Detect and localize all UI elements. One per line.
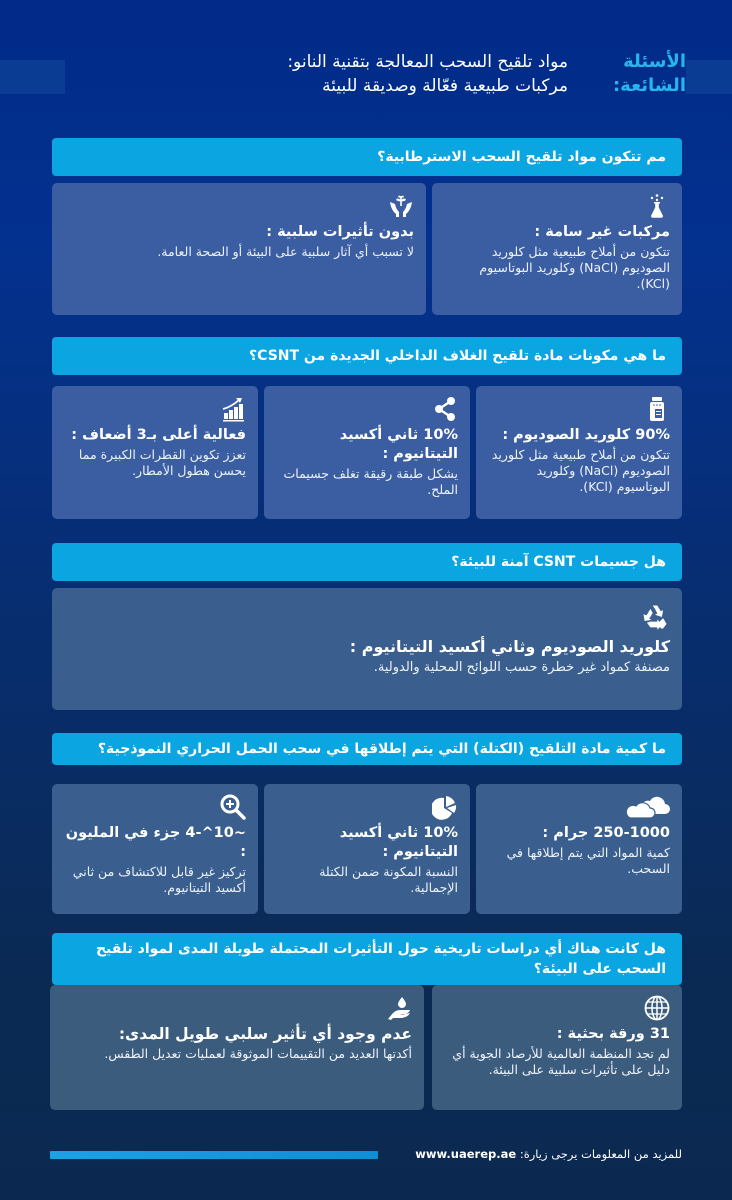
footer-text xyxy=(415,1145,682,1163)
card-non-toxic xyxy=(432,183,682,315)
card-sodium-chloride xyxy=(476,386,682,519)
card-higher-efficiency xyxy=(52,386,258,519)
question-2: ما هي مكونات مادة تلقيح الغلاف الداخلي الجديدة من CSNT؟ xyxy=(52,337,682,375)
card-body: تتكون من أملاح طبيعية مثل كلوريد الصوديوم (NaCl) وكلوريد البوتاسيوم (KCl). xyxy=(491,447,670,494)
card-title: كلوريد الصوديوم وثاني أكسيد التيتانيوم : xyxy=(349,637,670,656)
magnifier-plus-icon xyxy=(220,794,246,820)
page-header xyxy=(46,48,686,108)
card-title: مركبات غير سامة : xyxy=(534,224,670,240)
card-body: كمية المواد التي يتم إطلاقها في السحب. xyxy=(506,845,670,876)
header-decor-band-right xyxy=(686,60,732,94)
card-title: 250-1000 جرام : xyxy=(542,825,670,841)
card-titanium-dioxide xyxy=(264,386,470,519)
hand-drop-icon xyxy=(386,995,412,1021)
card-seeding-mass xyxy=(476,784,682,914)
question-5: هل كانت هناك أي دراسات تاريخية حول التأثيرات المحتملة طويلة المدى لمواد تلقيح السحب على البيئة؟ xyxy=(52,933,682,985)
footer-website-link[interactable]: www.uaerep.ae xyxy=(415,1147,517,1161)
bottle-icon xyxy=(644,396,670,422)
faq-label-line1: الأسئلة xyxy=(623,51,686,72)
share-nodes-icon xyxy=(432,396,458,422)
card-title: فعالية أعلى بـ3 أضعاف : xyxy=(71,427,246,443)
hands-plant-icon xyxy=(388,193,414,219)
footer-decor-bar xyxy=(50,1151,378,1159)
card-research-papers xyxy=(432,985,682,1110)
flask-icon xyxy=(644,193,670,219)
card-body: تركيز غير قابل للاكتشاف من ثاني أكسيد التيتانيوم. xyxy=(72,864,246,895)
cloud-icon xyxy=(626,794,670,820)
page-title xyxy=(148,50,568,98)
growth-chart-icon xyxy=(220,396,246,422)
card-body: تتكون من أملاح طبيعية مثل كلوريد الصوديوم (NaCl) وكلوريد البوتاسيوم (KCl). xyxy=(479,244,670,291)
card-concentration xyxy=(52,784,258,914)
card-title: 10% ثاني أكسيد التيتانيوم : xyxy=(339,427,458,462)
pie-chart-icon xyxy=(432,794,458,820)
card-title: 31 ورقة بحثية : xyxy=(556,1026,670,1042)
card-body: لم تجد المنظمة العالمية للأرصاد الجوية أي دليل على تأثيرات سلبية على البيئة. xyxy=(452,1046,670,1077)
page-title-line1: مواد تلقيح السحب المعالجة بتقنية النانو: xyxy=(287,52,568,72)
card-body: تعزز تكوين القطرات الكبيرة مما يحسن هطول الأمطار. xyxy=(78,447,246,478)
card-no-negative-effects xyxy=(52,183,426,315)
globe-icon xyxy=(644,995,670,1021)
question-4: ما كمية مادة التلقيح (الكتلة) التي يتم إطلاقها في سحب الحمل الحراري النموذجية؟ xyxy=(52,733,682,765)
page-title-line2: مركبات طبيعية فعّالة وصديقة للبيئة xyxy=(322,76,568,96)
card-body: أكدتها العديد من التقييمات الموثوقة لعمليات تعديل الطقس. xyxy=(104,1046,412,1061)
faq-label-line2: الشائعة: xyxy=(612,75,686,96)
card-body: مصنفة كمواد غير خطرة حسب اللوائح المحلية والدولية. xyxy=(373,660,670,675)
faq-label xyxy=(594,50,686,98)
card-titanium-ratio xyxy=(264,784,470,914)
footer-prefix: للمزيد من المعلومات يرجى زيارة: xyxy=(516,1147,682,1161)
card-title: بدون تأثيرات سلبية : xyxy=(266,224,414,240)
card-environment-safe xyxy=(52,588,682,710)
card-title: ~10^-4 جزء في المليون : xyxy=(65,825,246,860)
card-body: يشكل طبقة رقيقة تغلف جسيمات الملح. xyxy=(283,466,458,497)
card-title: عدم وجود أي تأثير سلبي طويل المدى: xyxy=(118,1025,412,1043)
card-title: 90% كلوريد الصوديوم : xyxy=(502,427,670,443)
card-body: النسبة المكونة ضمن الكتلة الإجمالية. xyxy=(319,864,458,895)
question-3: هل جسيمات CSNT آمنة للبيئة؟ xyxy=(52,543,682,581)
card-body: لا تسبب أي آثار سلبية على البيئة أو الصحة العامة. xyxy=(157,244,414,259)
card-no-long-term-effect xyxy=(50,985,424,1110)
recycle-icon xyxy=(640,602,670,632)
question-1: مم تتكون مواد تلقيح السحب الاسترطابية؟ xyxy=(52,138,682,176)
card-title: 10% ثاني أكسيد التيتانيوم : xyxy=(339,825,458,860)
